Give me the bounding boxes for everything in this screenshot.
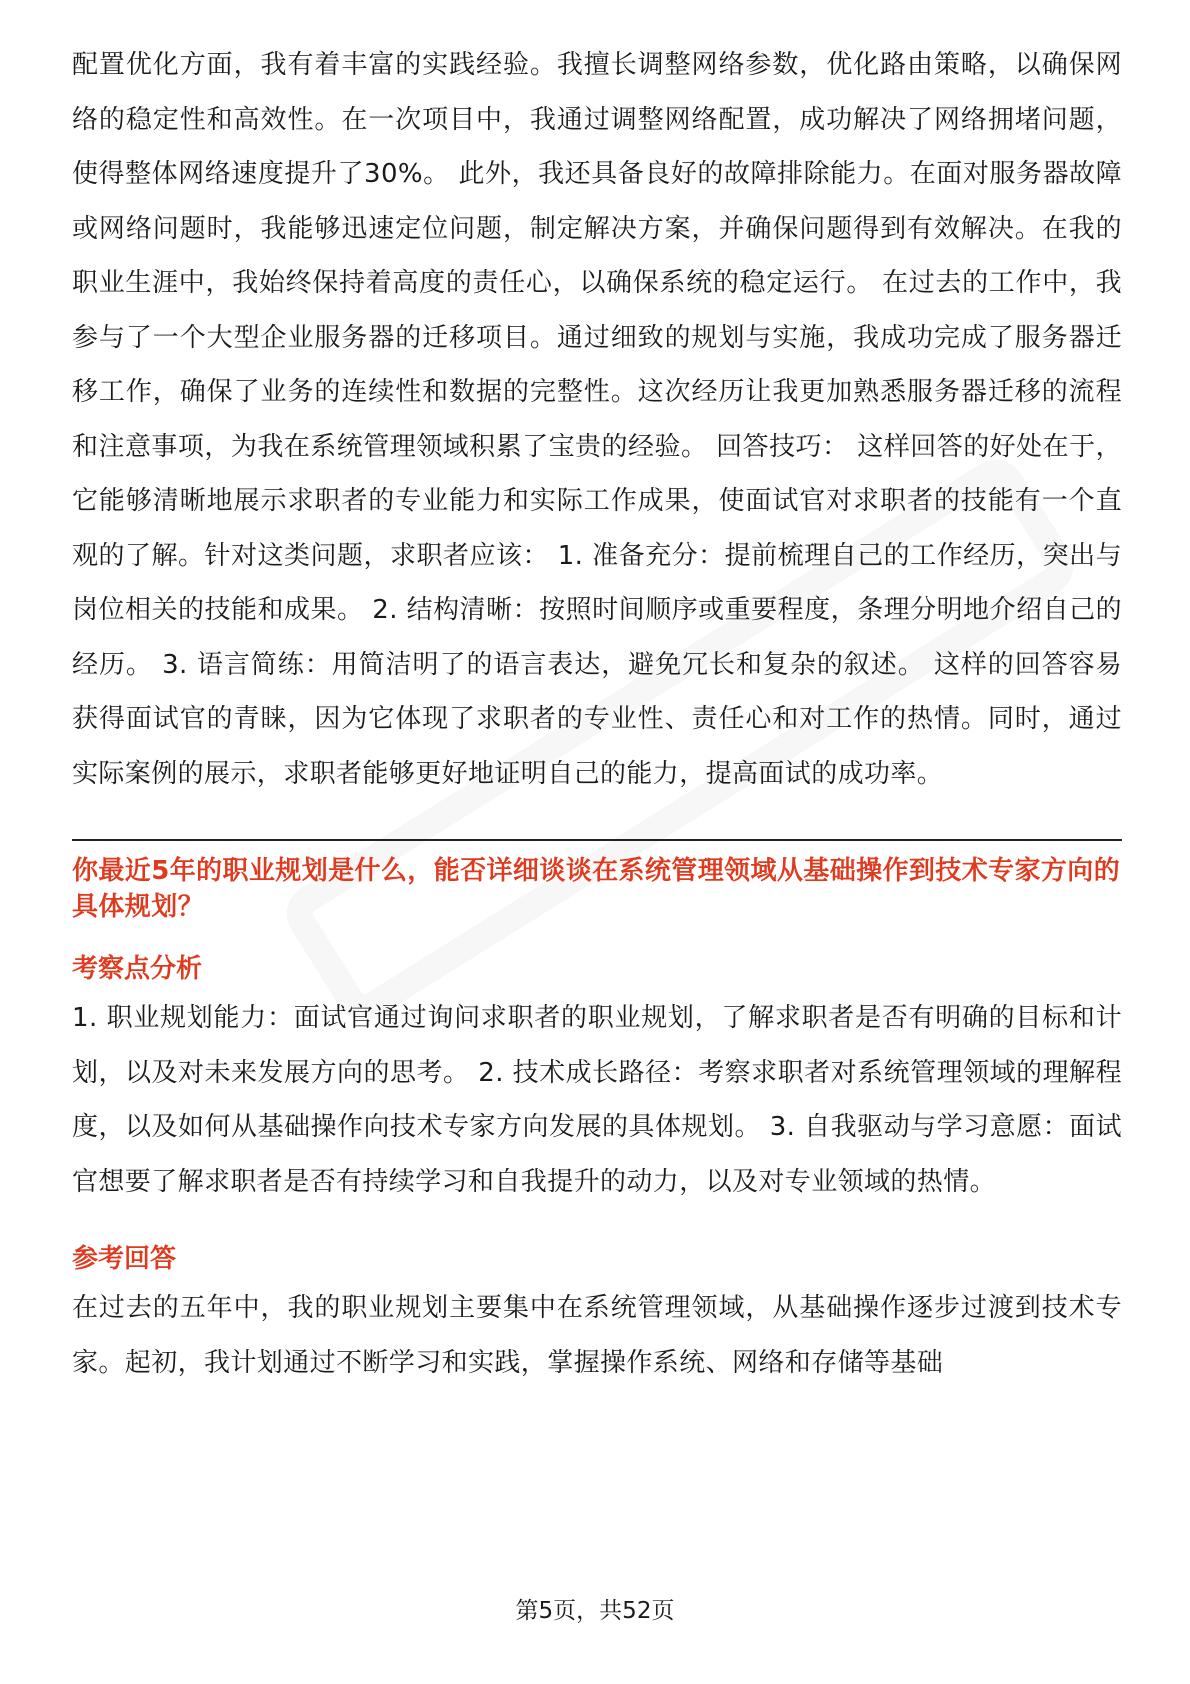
analysis-heading: 考察点分析 bbox=[72, 954, 203, 984]
intro-paragraph: 配置优化方面，我有着丰富的实践经验。我擅长调整网络参数，优化路由策略，以确保网络的稳定性和高效性。在一次项目中，我通过调整网络配置，成功解决了网络拥堵问题，使得整体网络速度提升了30%。 此外，我还具备良好的故障排除能力。在面对服务器故障或网络问题时，我能够迅速定位问题，制定解决方案，并确保问题得到有效解决。在我的职业生涯中，我始终保持着高度的责任心，以确保系统的稳定运行。 在过去的工作中，我参与了一个大型企业服务器的迁移项目。通过细致的规划与实施，我成功完成了服务器迁移工作，确保了业务的连续性和数据的完整性。这次经历让我更加熟悉服务器迁移的流程和注意事项，为我在系统管理领域积累了宝贵的经验。 回答技巧： 这样回答的好处在于，它能够清晰地展示求职者的专业能力和实际工作成果，使面试官对求职者的技能有一个直观的了解。针对这类问题，求职者应该： 1. 准备充分：提前梳理自己的工作经历，突出与岗位相关的技能和成果。 2. 结构清晰：按照时间顺序或重要程度，条理分明地介绍自己的经历。 3. 语言简练：用简洁明了的语言表达，避免冗长和复杂的叙述。 这样的回答容易获得面试官的青睐，因为它体现了求职者的专业性、责任心和对工作的热情。同时，通过实际案例的展示，求职者能够更好地证明自己的能力，提高面试的成功率。 bbox=[72, 50, 1122, 789]
answer-paragraph: 在过去的五年中，我的职业规划主要集中在系统管理领域，从基础操作逐步过渡到技术专家。起初，我计划通过不断学习和实践，掌握操作系统、网络和存储等基础 bbox=[72, 1293, 1122, 1378]
answer-heading: 参考回答 bbox=[72, 1244, 177, 1274]
question-heading: 你最近5年的职业规划是什么，能否详细谈谈在系统管理领域从基础操作到技术专家方向的具体规划？ bbox=[72, 856, 1121, 922]
analysis-paragraph: 1. 职业规划能力：面试官通过询问求职者的职业规划，了解求职者是否有明确的目标和计划，以及对未来发展方向的思考。 2. 技术成长路径：考察求职者对系统管理领域的理解程度，以及如何从基础操作向技术专家方向发展的具体规划。 3. 自我驱动与学习意愿：面试官想要了解求职者是否有持续学习和自我提升的动力，以及对专业领域的热情。 bbox=[72, 1003, 1122, 1197]
page-number: 第5页，共52页 bbox=[515, 1598, 675, 1624]
document-page bbox=[72, 38, 1122, 1390]
section-divider bbox=[72, 839, 1122, 841]
